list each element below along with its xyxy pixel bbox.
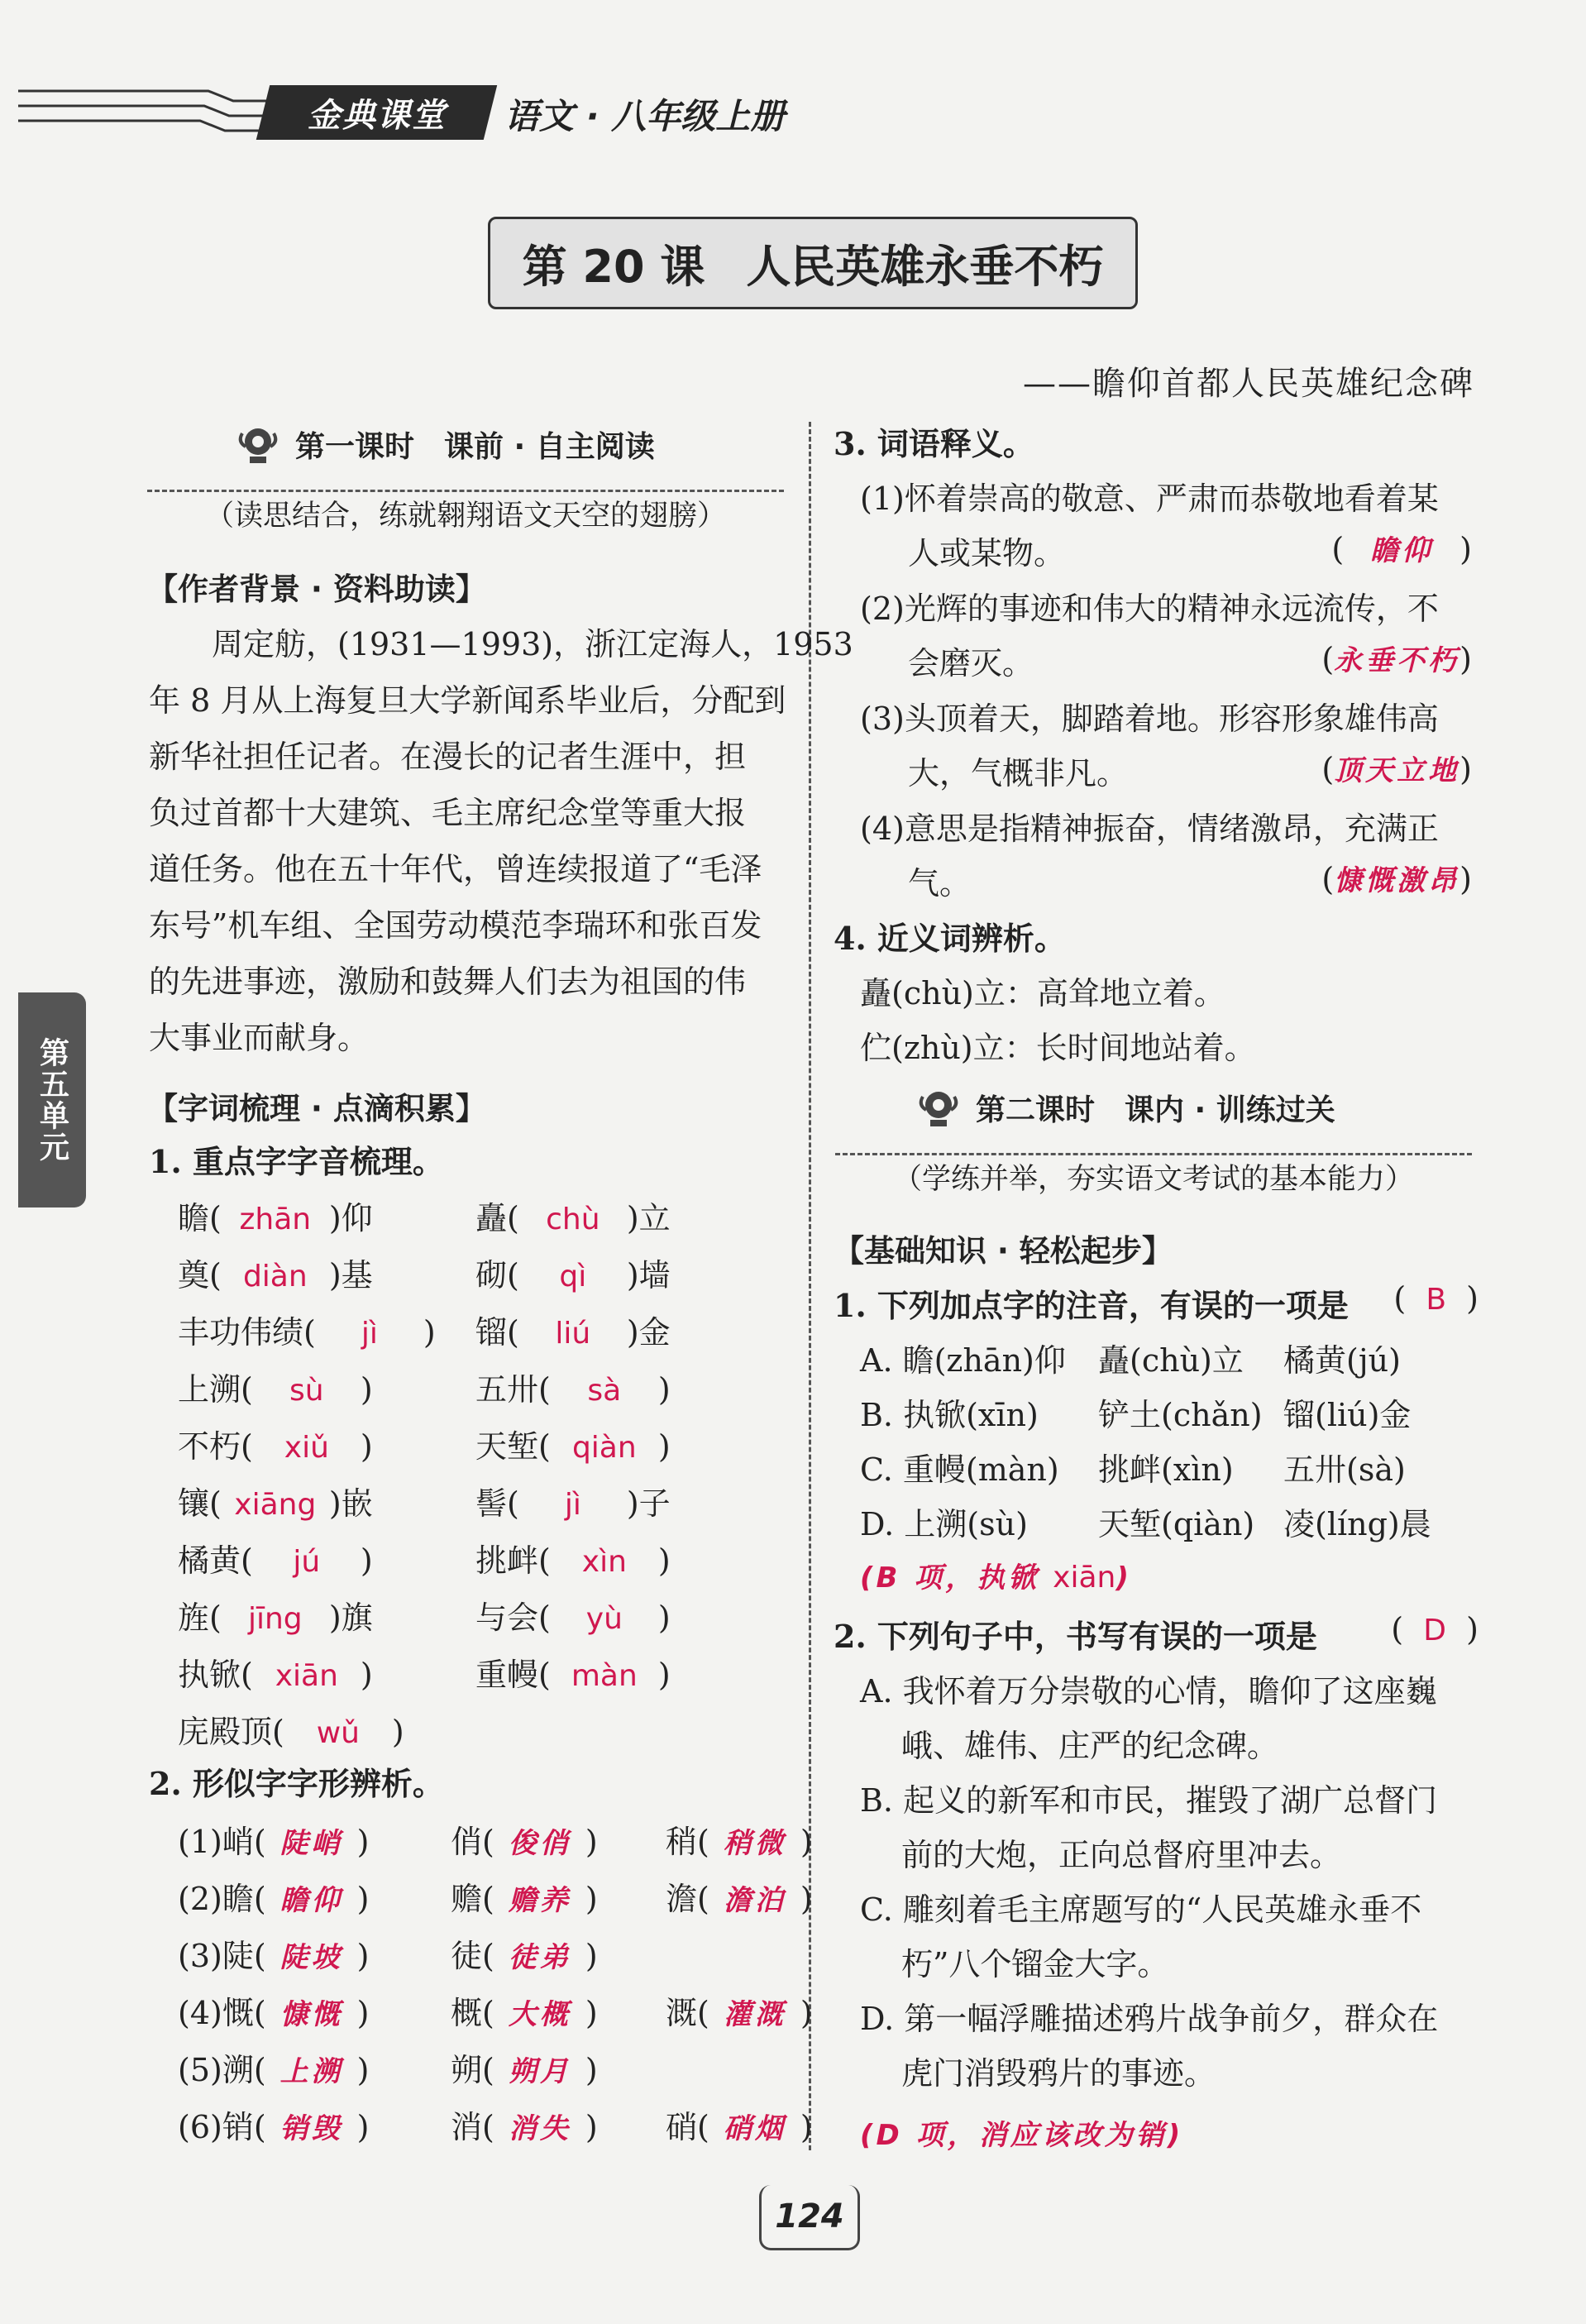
bg-line: 大事业而献身。 bbox=[149, 1020, 370, 1056]
unit-side-tab: 第五单元 bbox=[18, 992, 86, 1207]
pinyin-suffix: ) bbox=[657, 1371, 671, 1408]
pinyin-suffix: ) bbox=[657, 1600, 671, 1636]
paren-open: ( bbox=[1331, 531, 1345, 567]
shape-answer: 赡养 bbox=[508, 1884, 571, 1917]
paren-close: ) bbox=[1459, 531, 1472, 567]
mc1-option-item: 五卅(sà) bbox=[1283, 1451, 1406, 1488]
paren-close: ) bbox=[1459, 641, 1472, 677]
pinyin-item bbox=[475, 1535, 671, 1580]
basic-heading: 【基础知识 · 轻松起步】 bbox=[834, 1233, 1173, 1269]
pinyin-grid bbox=[178, 1193, 790, 1763]
paren-close: ) bbox=[1459, 861, 1472, 897]
mc2-option-line: A. 我怀着万分崇敬的心情，瞻仰了这座巍 bbox=[860, 1673, 1437, 1710]
lesson-title bbox=[488, 217, 1138, 309]
shape-answer: 硝烟 bbox=[723, 2112, 786, 2145]
definition-answer-text: 顶天立地 bbox=[1334, 754, 1460, 787]
shape-item bbox=[178, 2044, 369, 2090]
definition-answer-text: 永垂不朽 bbox=[1334, 644, 1460, 677]
pinyin-item bbox=[475, 1478, 671, 1523]
mc2-answer: D bbox=[1423, 1614, 1447, 1647]
shape-answer: 灌溉 bbox=[723, 1998, 786, 2031]
definition-line: 大，气概非凡。 bbox=[908, 755, 1129, 791]
shape-close: ) bbox=[585, 1881, 598, 1917]
pinyin-suffix: )基 bbox=[328, 1257, 373, 1294]
pinyin-answer: wǔ bbox=[316, 1716, 360, 1750]
shape-item bbox=[666, 1873, 813, 1919]
shape-answer: 澹泊 bbox=[723, 1884, 786, 1917]
pinyin-suffix: ) bbox=[360, 1657, 373, 1693]
mc2-note-text: (D 项，消应该改为销) bbox=[860, 2119, 1184, 2152]
mc1-note-pinyin: xiān bbox=[1053, 1561, 1116, 1595]
shape-close: ) bbox=[800, 1995, 813, 2031]
shape-close: ) bbox=[585, 1995, 598, 2031]
mc1-option-item: A. 瞻(zhān)仰 bbox=[860, 1342, 1066, 1379]
shape-item bbox=[451, 1816, 598, 1862]
question-3-title bbox=[834, 418, 1034, 464]
shape-item bbox=[666, 1816, 813, 1862]
shape-close: ) bbox=[356, 1995, 370, 2031]
shape-char: 赡( bbox=[451, 1881, 494, 1917]
shape-answer: 陡峭 bbox=[279, 1827, 343, 1860]
pinyin-answer: qiàn bbox=[571, 1431, 637, 1465]
synonym-1: 矗(chù)立：高耸地立着。 bbox=[860, 975, 1225, 1011]
mc1-answer: B bbox=[1426, 1283, 1447, 1317]
section2-title: 第二课时 课内 · 训练过关 bbox=[976, 1093, 1335, 1127]
pinyin-word: 旌( bbox=[178, 1600, 222, 1636]
shape-answer: 消失 bbox=[508, 2112, 571, 2145]
mc2-answer-bracket: ( D ) bbox=[1391, 1611, 1479, 1647]
words-heading: 【字词梳理 · 点滴积累】 bbox=[147, 1091, 486, 1126]
shape-item bbox=[451, 1987, 598, 2033]
pinyin-item bbox=[178, 1307, 436, 1352]
pinyin-item bbox=[475, 1649, 671, 1695]
pinyin-suffix: )子 bbox=[626, 1485, 671, 1522]
shape-answer: 徒弟 bbox=[508, 1941, 571, 1974]
mc1-option-item: 矗(chù)立 bbox=[1098, 1342, 1244, 1379]
mc2-options bbox=[860, 1666, 1472, 2112]
bg-line: 的先进事迹，激励和鼓舞人们去为祖国的伟 bbox=[149, 964, 747, 1000]
brand-name: 金典课堂 bbox=[307, 96, 447, 135]
pinyin-suffix: ) bbox=[360, 1428, 373, 1465]
pinyin-suffix: ) bbox=[657, 1428, 671, 1465]
bg-line: 新华社担任记者。在漫长的记者生涯中，担 bbox=[149, 739, 747, 775]
paren-open: ( bbox=[1321, 641, 1335, 677]
pinyin-word: 执锨( bbox=[178, 1657, 253, 1693]
shape-answer: 俊俏 bbox=[508, 1827, 571, 1860]
pinyin-answer: jīng bbox=[247, 1602, 303, 1636]
brand-badge bbox=[256, 85, 497, 140]
pinyin-suffix: )立 bbox=[626, 1200, 671, 1236]
pinyin-word: 挑衅( bbox=[475, 1542, 551, 1579]
shape-close: ) bbox=[800, 1824, 813, 1860]
mc2-option-line: D. 第一幅浮雕描述鸦片战争前夕，群众在 bbox=[860, 2001, 1439, 2037]
mc1-option-item: 镏(liú)金 bbox=[1283, 1397, 1412, 1433]
bg-line: 道任务。他在五十年代，曾连续报道了“毛泽 bbox=[149, 851, 762, 887]
shape-item bbox=[451, 2102, 598, 2147]
shape-answer: 上溯 bbox=[279, 2055, 343, 2088]
section1-heading bbox=[236, 423, 655, 466]
paren-close: ) bbox=[1459, 751, 1472, 787]
mc1-option-item: 凌(líng)晨 bbox=[1283, 1506, 1431, 1542]
pinyin-word: 天堑( bbox=[475, 1428, 551, 1465]
mc1-note bbox=[860, 1555, 1132, 1595]
definition-answer-text: 慷慨激昂 bbox=[1334, 864, 1460, 897]
definition-line: 会磨灭。 bbox=[908, 645, 1034, 681]
shape-close: ) bbox=[800, 1881, 813, 1917]
shape-close: ) bbox=[356, 1938, 370, 1974]
definition-line: 气。 bbox=[908, 865, 972, 901]
shape-item bbox=[178, 2102, 369, 2147]
shape-answer: 慷慨 bbox=[279, 1998, 343, 2031]
mc1-note-post: ) bbox=[1115, 1561, 1132, 1595]
mc1-option-item: B. 执锨(xīn) bbox=[860, 1397, 1039, 1433]
mc1-option-item: 天堑(qiàn) bbox=[1098, 1506, 1255, 1542]
pinyin-answer: zhān bbox=[239, 1203, 312, 1236]
lesson-name: 人民英雄永垂不朽 bbox=[746, 240, 1104, 293]
pinyin-item bbox=[475, 1364, 671, 1409]
q4-text: 4. 近义词辨析。 bbox=[834, 920, 1066, 957]
pinyin-answer: sù bbox=[289, 1374, 324, 1408]
pinyin-item bbox=[475, 1250, 671, 1295]
pinyin-answer: sà bbox=[587, 1374, 622, 1408]
mc1-option-item: 橘黄(jú) bbox=[1283, 1342, 1401, 1379]
section2-heading bbox=[916, 1087, 1335, 1129]
mc1-stem bbox=[834, 1280, 1479, 1326]
pinyin-item bbox=[178, 1535, 373, 1580]
pinyin-word: 重幔( bbox=[475, 1657, 551, 1693]
shape-item bbox=[666, 2102, 813, 2147]
mc2-stem bbox=[834, 1611, 1479, 1657]
pinyin-word: 瞻( bbox=[178, 1200, 222, 1236]
synonym-2: 伫(zhù)立：长时间地站着。 bbox=[860, 1030, 1256, 1066]
shape-answer: 稍微 bbox=[723, 1827, 786, 1860]
shape-char: (5)溯( bbox=[178, 2052, 266, 2088]
pinyin-answer: chù bbox=[546, 1203, 600, 1236]
shape-char: 澹( bbox=[666, 1881, 709, 1917]
shape-char: 朔( bbox=[451, 2052, 494, 2088]
shape-item bbox=[178, 1930, 369, 1976]
shape-item bbox=[666, 1987, 813, 2033]
pinyin-item bbox=[178, 1421, 373, 1466]
paren-open: ( bbox=[1321, 861, 1335, 897]
pinyin-suffix: ) bbox=[423, 1314, 436, 1351]
pinyin-answer: xiǔ bbox=[284, 1431, 329, 1465]
mc2-option-line: 峨、雄伟、庄严的纪念碑。 bbox=[901, 1728, 1279, 1764]
pinyin-word: 庑殿顶( bbox=[178, 1714, 284, 1750]
header-decor-lines bbox=[18, 76, 291, 142]
pinyin-item bbox=[178, 1193, 373, 1238]
shape-char: 硝( bbox=[666, 2109, 709, 2145]
shape-close: ) bbox=[585, 2052, 598, 2088]
shape-item bbox=[178, 1987, 369, 2033]
shape-close: ) bbox=[800, 2109, 813, 2145]
pinyin-answer: xìn bbox=[581, 1545, 627, 1579]
question-4-title bbox=[834, 913, 1066, 959]
mc1-answer-bracket: ( B ) bbox=[1393, 1280, 1479, 1317]
pinyin-word: 镶( bbox=[178, 1485, 222, 1522]
shape-close: ) bbox=[356, 2052, 370, 2088]
pinyin-word: 镏( bbox=[475, 1314, 519, 1351]
lesson-subtitle: ——瞻仰首都人民英雄纪念碑 bbox=[1023, 365, 1474, 403]
pinyin-answer: xiāng bbox=[234, 1488, 317, 1522]
shape-close: ) bbox=[356, 1881, 370, 1917]
mc1-stem-text: 1. 下列加点字的注音，有误的一项是 bbox=[834, 1287, 1349, 1324]
pinyin-word: 上溯( bbox=[178, 1371, 253, 1408]
pinyin-item bbox=[178, 1649, 373, 1695]
definition-line: (3)头顶着天，脚踏着地。形容形象雄伟高 bbox=[860, 701, 1439, 737]
pinyin-suffix: )嵌 bbox=[328, 1485, 373, 1522]
shape-char: (3)陡( bbox=[178, 1938, 266, 1974]
pinyin-answer: màn bbox=[571, 1659, 638, 1693]
definition-line: (4)意思是指精神振奋，情绪激昂，充满正 bbox=[860, 811, 1439, 847]
section1-title: 第一课时 课前 · 自主阅读 bbox=[295, 430, 655, 464]
page-number: 124 bbox=[759, 2185, 860, 2250]
definition-answer bbox=[1321, 858, 1472, 898]
shape-char: 俏( bbox=[451, 1824, 494, 1860]
shape-char: (4)慨( bbox=[178, 1995, 266, 2031]
pinyin-suffix: )仰 bbox=[328, 1200, 373, 1236]
mc1-option-item: 铲土(chǎn) bbox=[1098, 1397, 1263, 1433]
shape-item bbox=[451, 1930, 598, 1976]
question-2-title bbox=[149, 1758, 444, 1804]
definition-line: (1)怀着崇高的敬意、严肃而恭敬地看着某 bbox=[860, 481, 1439, 517]
bg-line: 周定舫，(1931—1993)，浙江定海人，1953 bbox=[212, 626, 853, 662]
pinyin-item bbox=[178, 1706, 404, 1752]
definition-line: 人或某物。 bbox=[908, 535, 1066, 571]
section1-rule bbox=[147, 490, 784, 492]
lesson-number: 第 20 课 bbox=[522, 240, 705, 293]
shape-char: 徒( bbox=[451, 1938, 494, 1974]
pinyin-item bbox=[178, 1364, 373, 1409]
shape-item bbox=[451, 1873, 598, 1919]
shape-item bbox=[178, 1816, 369, 1862]
pinyin-answer: jì bbox=[361, 1317, 378, 1351]
mc2-option-line: 前的大炮，正向总督府里冲去。 bbox=[901, 1837, 1342, 1873]
pinyin-suffix: )墙 bbox=[626, 1257, 671, 1294]
pinyin-suffix: ) bbox=[391, 1714, 404, 1750]
shape-close: ) bbox=[356, 2109, 370, 2145]
shape-char: 稍( bbox=[666, 1824, 709, 1860]
pinyin-word: 矗( bbox=[475, 1200, 519, 1236]
shape-char: (1)峭( bbox=[178, 1824, 266, 1860]
pinyin-suffix: )旗 bbox=[328, 1600, 373, 1636]
mc1-note-pre: (B 项，执锨 bbox=[860, 1561, 1053, 1595]
shape-char: 概( bbox=[451, 1995, 494, 2031]
mc2-option-line: C. 雕刻着毛主席题写的“人民英雄永垂不 bbox=[860, 1891, 1422, 1928]
mc2-option-line: B. 起义的新军和市民，摧毁了湖广总督门 bbox=[860, 1782, 1438, 1819]
pinyin-answer: jì bbox=[564, 1488, 581, 1522]
pinyin-word: 奠( bbox=[178, 1257, 222, 1294]
pinyin-word: 髻( bbox=[475, 1485, 519, 1522]
mc2-option-line: 虎门消毁鸦片的事迹。 bbox=[901, 2055, 1216, 2092]
shape-char: (2)瞻( bbox=[178, 1881, 266, 1917]
pinyin-suffix: ) bbox=[657, 1657, 671, 1693]
q2-text: 2. 形似字字形辨析。 bbox=[149, 1765, 444, 1802]
pinyin-item bbox=[178, 1250, 373, 1295]
shape-char: 溉( bbox=[666, 1995, 709, 2031]
book-title: 语文 · 八年级上册 bbox=[504, 96, 786, 136]
shape-close: ) bbox=[356, 1824, 370, 1860]
shape-char: 消( bbox=[451, 2109, 494, 2145]
q1-text: 1. 重点字字音梳理。 bbox=[149, 1143, 444, 1180]
definition-line: (2)光辉的事迹和伟大的精神永远流传，不 bbox=[860, 591, 1439, 627]
definitions-list bbox=[860, 473, 1472, 920]
mc1-option-item: 挑衅(xìn) bbox=[1098, 1451, 1234, 1488]
paren-open: ( bbox=[1321, 751, 1335, 787]
shape-close: ) bbox=[585, 1824, 598, 1860]
section2-motto: （学练并举，夯实语文考试的基本能力） bbox=[892, 1163, 1414, 1196]
background-heading: 【作者背景 · 资料助读】 bbox=[147, 571, 486, 607]
mc2-note bbox=[860, 2112, 1183, 2153]
definition-answer bbox=[1331, 528, 1472, 568]
section1-motto: （读思结合，练就翱翔语文天空的翅膀） bbox=[204, 500, 726, 533]
pinyin-suffix: ) bbox=[360, 1371, 373, 1408]
pinyin-item bbox=[475, 1307, 671, 1352]
pinyin-item bbox=[178, 1592, 373, 1638]
shape-close: ) bbox=[585, 1938, 598, 1974]
pinyin-answer: diàn bbox=[242, 1260, 308, 1294]
shape-answer: 朔月 bbox=[508, 2055, 571, 2088]
shape-grid bbox=[178, 1816, 813, 2164]
pinyin-word: 橘黄( bbox=[178, 1542, 253, 1579]
shape-close: ) bbox=[585, 2109, 598, 2145]
definition-answer bbox=[1321, 638, 1472, 678]
mc1-option-item: D. 上溯(sù) bbox=[860, 1506, 1028, 1542]
pinyin-answer: yù bbox=[585, 1602, 623, 1636]
pinyin-answer: jú bbox=[293, 1545, 321, 1579]
shape-answer: 大概 bbox=[508, 1998, 571, 2031]
shape-char: (6)销( bbox=[178, 2109, 266, 2145]
bg-line: 负过首都十大建筑、毛主席纪念堂等重大报 bbox=[149, 795, 747, 831]
shape-item bbox=[451, 2044, 598, 2090]
pinyin-suffix: ) bbox=[657, 1542, 671, 1579]
pinyin-word: 丰功伟绩( bbox=[178, 1314, 316, 1351]
question-1-title bbox=[149, 1136, 444, 1182]
pinyin-answer: liú bbox=[555, 1317, 591, 1351]
trophy-icon bbox=[916, 1088, 961, 1128]
shape-answer: 销毁 bbox=[279, 2112, 343, 2145]
pinyin-word: 不朽( bbox=[178, 1428, 253, 1465]
bg-line: 年 8 月从上海复旦大学新闻系毕业后，分配到 bbox=[149, 682, 786, 719]
definition-answer bbox=[1321, 748, 1472, 788]
mc1-options bbox=[860, 1335, 1472, 1558]
shape-answer: 瞻仰 bbox=[279, 1884, 343, 1917]
pinyin-suffix: ) bbox=[360, 1542, 373, 1579]
pinyin-answer: qì bbox=[559, 1260, 587, 1294]
pinyin-item bbox=[475, 1193, 671, 1238]
bg-line: 东号”机车组、全国劳动模范李瑞环和张百发 bbox=[149, 907, 762, 944]
pinyin-word: 砌( bbox=[475, 1257, 519, 1294]
section2-rule bbox=[835, 1153, 1472, 1155]
shape-item bbox=[178, 1873, 369, 1919]
mc2-stem-text: 2. 下列句子中，书写有误的一项是 bbox=[834, 1618, 1317, 1655]
pinyin-item bbox=[475, 1592, 671, 1638]
shape-answer: 陡坡 bbox=[279, 1941, 343, 1974]
definition-answer-text: 瞻仰 bbox=[1370, 534, 1434, 567]
pinyin-item bbox=[178, 1478, 373, 1523]
pinyin-item bbox=[475, 1421, 671, 1466]
pinyin-word: 五卅( bbox=[475, 1371, 551, 1408]
mc2-option-line: 朽”八个镏金大字。 bbox=[901, 1946, 1169, 1982]
mc1-option-item: C. 重幔(màn) bbox=[860, 1451, 1059, 1488]
pinyin-word: 与会( bbox=[475, 1600, 551, 1636]
pinyin-suffix: )金 bbox=[626, 1314, 671, 1351]
q3-text: 3. 词语释义。 bbox=[834, 425, 1034, 462]
pinyin-answer: xiān bbox=[275, 1659, 338, 1693]
trophy-icon bbox=[236, 425, 280, 465]
